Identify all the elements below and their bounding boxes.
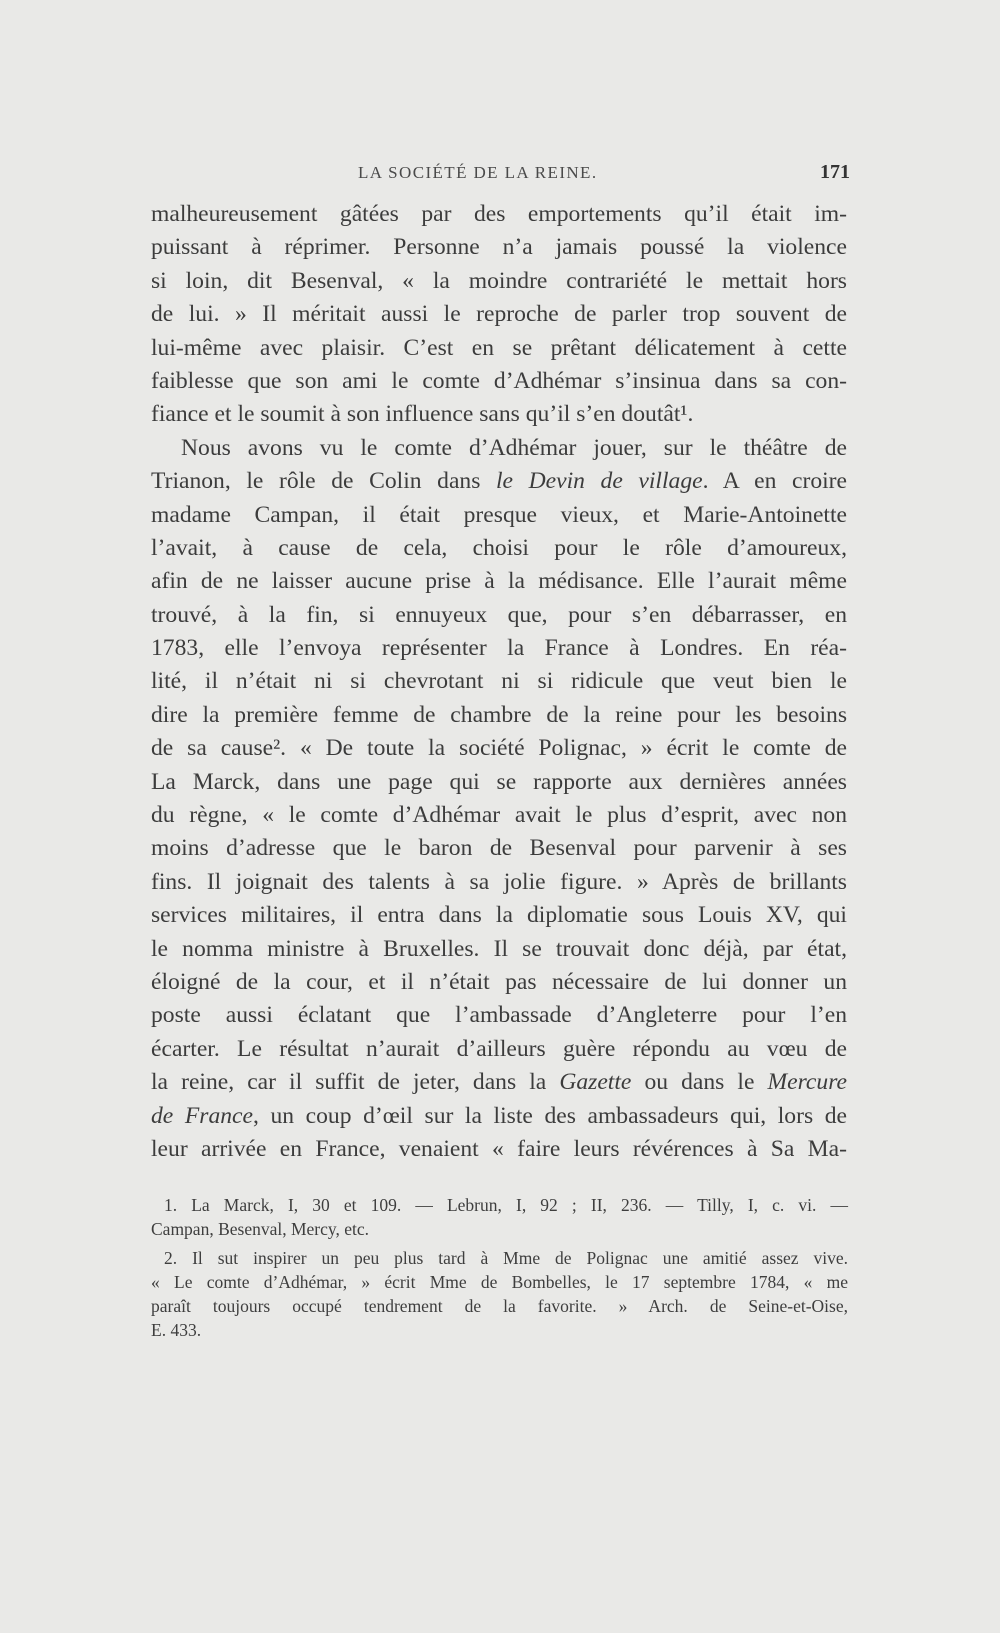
text-line: du règne, « le comte d’Adhémar avait le plus d’esprit, avec non (151, 802, 847, 829)
text-fragment: ou dans le (631, 1069, 768, 1096)
text-fragment: la reine, car il suffit de jeter, dans la (151, 1069, 560, 1096)
text-line: moins d’adresse que le baron de Besenval pour parvenir à ses (151, 835, 847, 862)
text-line: fins. Il joignait des talents à sa jolie figure. » Après de brillants (151, 868, 847, 895)
footnotes (151, 1193, 848, 1342)
page-header (150, 163, 850, 193)
footnote-2: 2. Il sut inspirer un peu plus tard à Mme de Polignac une amitié assez vive. (164, 1248, 848, 1268)
periodical-title-de-france: de France (151, 1102, 253, 1129)
text-line: poste aussi éclatant que l’ambassade d’Angleterre pour l’en (151, 1002, 847, 1029)
text-fragment: , un coup d’œil sur la liste des ambassadeurs qui, lors de (253, 1102, 847, 1129)
footnote-2-continued: « Le comte d’Adhémar, » écrit Mme de Bombelles, le 17 septembre 1784, « me (151, 1272, 848, 1292)
text-line: éloigné de la cour, et il n’était pas nécessaire de lui donner un (151, 968, 847, 995)
text-line (151, 1100, 847, 1133)
text-line: malheureusement gâtées par des emportements qu’il était im- (151, 201, 847, 227)
periodical-title-mercure: Mercure (767, 1069, 847, 1096)
text-line: dire la première femme de chambre de la reine pour les besoins (151, 701, 847, 728)
text-line: de lui. » Il méritait aussi le reproche de parler trop souvent de (151, 301, 847, 328)
running-title: LA SOCIÉTÉ DE LA REINE. (358, 163, 598, 182)
footnote-1: 1. La Marck, I, 30 et 109. — Lebrun, I, 92 ; II, 236. — Tilly, I, c. vi. — (164, 1195, 848, 1215)
text-line: afin de ne laisser aucune prise à la médisance. Elle l’aurait même (151, 568, 847, 595)
text-fragment: Trianon, le rôle de Colin dans (151, 468, 496, 495)
text-line: faiblesse que son ami le comte d’Adhémar s’insinua dans sa con- (151, 367, 847, 394)
text-line: de sa cause². « De toute la société Polignac, » écrit le comte de (151, 735, 847, 762)
text-line: La Marck, dans une page qui se rapporte aux dernières années (151, 768, 847, 795)
text-line: leur arrivée en France, venaient « faire leurs révérences à Sa Ma- (151, 1135, 847, 1162)
text-line: le nomma ministre à Bruxelles. Il se trouvait donc déjà, par état, (151, 935, 847, 962)
text-line: trouvé, à la fin, si ennuyeux que, pour s’en débarrasser, en (151, 601, 847, 628)
periodical-title-gazette: Gazette (559, 1069, 632, 1096)
text-line (151, 1066, 847, 1099)
text-line: madame Campan, il était presque vieux, et Marie-Antoinette (151, 501, 847, 528)
text-fragment: . A en croire (702, 468, 848, 495)
text-line: écarter. Le résultat n’aurait d’ailleurs guère répondu au vœu de (151, 1035, 847, 1062)
text-line: services militaires, il entra dans la diplomatie sous Louis XV, qui (151, 902, 847, 929)
text-line: fiance et le soumit à son influence sans qu’il s’en doutât¹. (151, 401, 694, 428)
work-title-devin-de-village: le Devin de village (495, 468, 703, 495)
text-line: l’avait, à cause de cela, choisi pour le rôle d’amoureux, (151, 534, 847, 561)
footnote-2-continued: E. 433. (151, 1320, 202, 1340)
text-line: lui-même avec plaisir. C’est en se prêtant délicatement à cette (151, 334, 847, 361)
text-line: 1783, elle l’envoya représenter la France à Londres. En réa- (151, 635, 847, 662)
text-line: lité, il n’était ni si chevrotant ni si ridicule que veut bien le (151, 668, 847, 695)
page-number: 171 (820, 161, 850, 183)
text-line (151, 465, 847, 498)
footnote-2-continued: paraît toujours occupé tendrement de la favorite. » Arch. de Seine-et-Oise, (151, 1296, 848, 1316)
text-line: puissant à réprimer. Personne n’a jamais poussé la violence (151, 234, 847, 261)
text-line: Nous avons vu le comte d’Adhémar jouer, sur le théâtre de (181, 434, 847, 461)
footnote-1-continued: Campan, Besenval, Mercy, etc. (151, 1219, 370, 1239)
text-line: si loin, dit Besenval, « la moindre contrariété le mettait hors (151, 267, 847, 294)
body-text (151, 198, 847, 1166)
